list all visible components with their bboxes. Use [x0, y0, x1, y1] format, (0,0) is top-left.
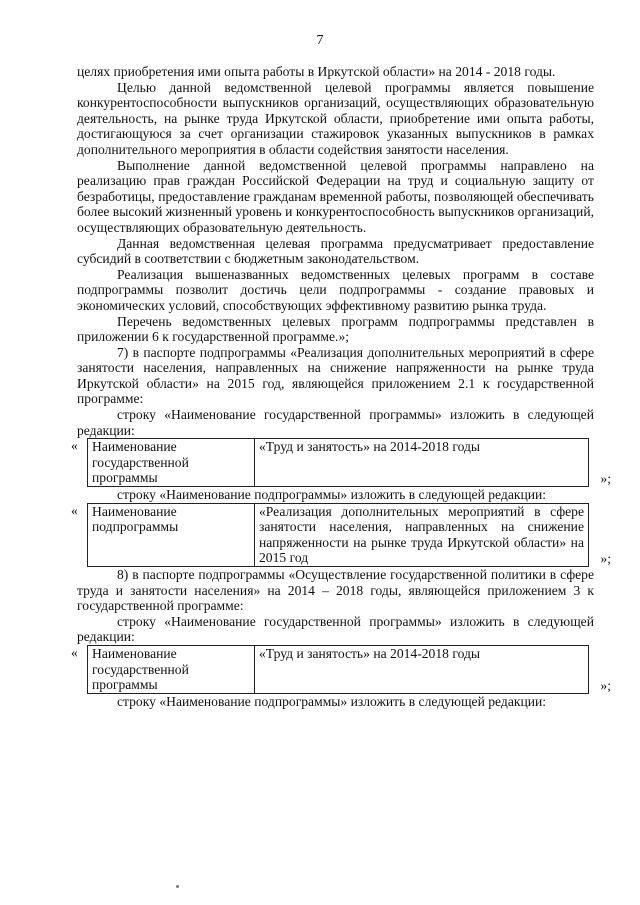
- paragraph-3: Выполнение данной ведомственной целевой программы направлено на реализацию прав граждан Российской Федерации на труд и социальную защиту от безработицы, предоставление гражданам временной работы, позволяющей обеспечивать более высокий жизненный уровень и конкурентоспособность выпускников организаций, осуществляющих образовательную деятельность.: [77, 157, 594, 235]
- table-value-cell: «Труд и занятость» на 2014-2018 годы: [255, 439, 589, 487]
- quote-open: «: [71, 644, 78, 660]
- paragraph-7: 7) в паспорте подпрограммы «Реализация дополнительных мероприятий в сфере занятости населения, направленных на снижение напряженности на рынке труда Иркутской области» на 2015 год, являющейся приложением 2.1 к государственной программе:: [77, 344, 594, 407]
- quote-open: «: [71, 438, 78, 454]
- quote-close: »;: [600, 678, 611, 694]
- paragraph-2: Целью данной ведомственной целевой программы является повышение конкурентоспособности выпускников организаций, осуществляющих образовательную деятельность, на рынке труда Иркутской области, приобретение ими опыта работы, достигающуюся за счет организации стажировок указанных выпускников в рамках дополнительного мероприятия в области содействия занятости населения.: [77, 79, 594, 157]
- table-label-cell: Наименование государственной программы: [88, 645, 255, 693]
- paragraph-12: строку «Наименование подпрограммы» изложить в следующей редакции:: [117, 693, 547, 709]
- table-row: [88, 645, 589, 693]
- program-name-table-2: [71, 644, 611, 694]
- paragraph-6: Перечень ведомственных целевых программ подпрограммы представлен в приложении 6 к государственной программе.»;: [77, 313, 594, 345]
- table-label-cell: Наименование государственной программы: [88, 439, 255, 487]
- paragraph-11: строку «Наименование государственной программы» изложить в следующей редакции:: [77, 613, 594, 645]
- page-number: 7: [316, 33, 324, 48]
- paragraph-8: строку «Наименование государственной программы» изложить в следующей редакции:: [77, 407, 594, 438]
- table-2: [87, 503, 589, 567]
- paragraph-9: строку «Наименование подпрограммы» изложить в следующей редакции:: [117, 487, 547, 503]
- table-row: [88, 503, 589, 566]
- quote-close: »;: [600, 551, 611, 567]
- scan-artifact: [176, 885, 179, 888]
- table-3: [87, 645, 589, 694]
- table-row: [88, 439, 589, 487]
- table-1: [87, 438, 589, 487]
- table-label-cell: Наименование подпрограммы: [88, 503, 255, 566]
- paragraph-1: целях приобретения ими опыта работы в Иркутской области» на 2014 - 2018 годы.: [77, 64, 556, 79]
- table-value-cell: «Реализация дополнительных мероприятий в сфере занятости населения, направленных на снижение напряженности на рынке труда Иркутской области» на 2015 год: [255, 503, 589, 566]
- table-value-cell: «Труд и занятость» на 2014-2018 годы: [255, 645, 589, 693]
- paragraph-4: Данная ведомственная целевая программа предусматривает предоставление субсидий в соответствии с бюджетным законодательством.: [77, 235, 594, 267]
- paragraph-5: Реализация вышеназванных ведомственных целевых программ в составе подпрограммы позволит достичь цели подпрограммы - создание правовых и экономических условий, способствующих эффективному развитию рынка труда.: [77, 266, 594, 313]
- quote-open: «: [71, 502, 78, 518]
- program-name-table: [71, 438, 611, 487]
- paragraph-10: 8) в паспорте подпрограммы «Осуществление государственной политики в сфере труда и занятости населения» на 2014 – 2018 годы, являющейся приложением 3 к государственной программе:: [77, 567, 594, 614]
- quote-close: »;: [600, 471, 611, 487]
- document-body: [71, 64, 611, 709]
- subprogram-name-table: [71, 502, 611, 567]
